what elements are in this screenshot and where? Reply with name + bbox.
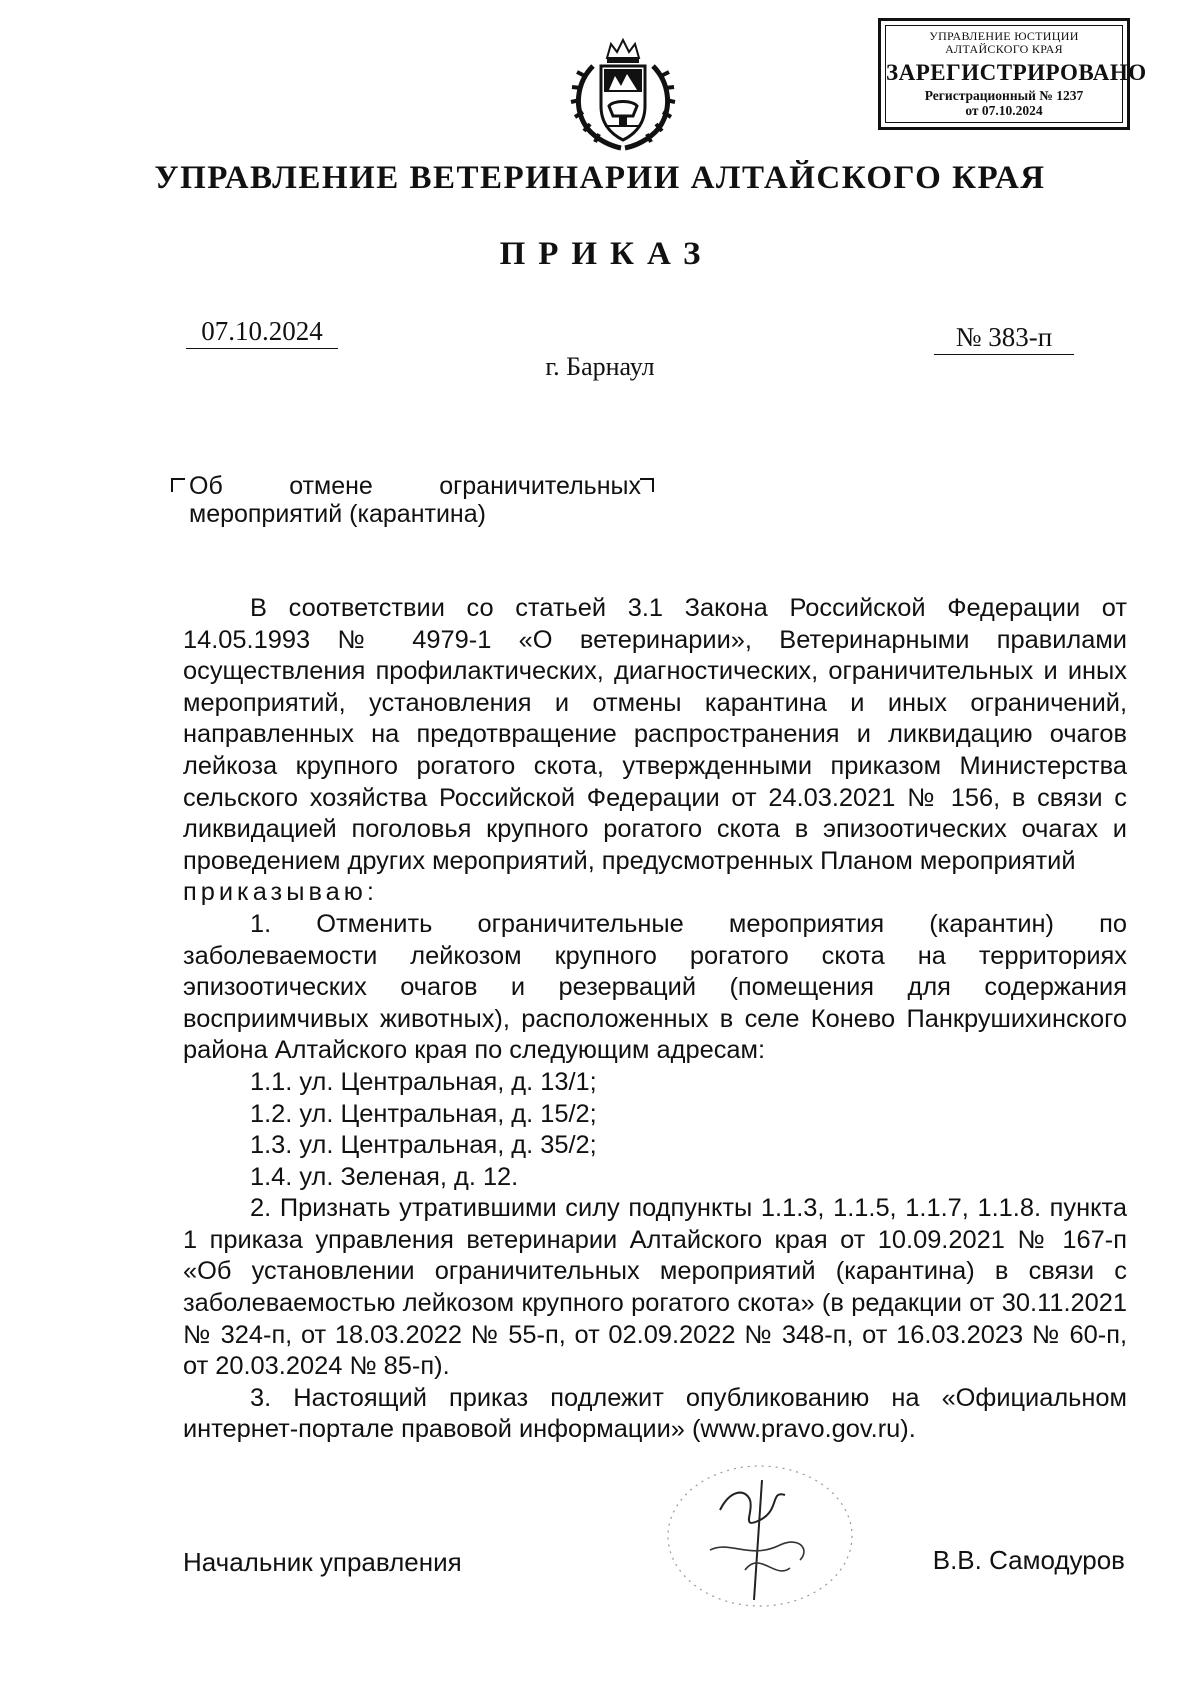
stamp-status: ЗАРЕГИСТРИРОВАНО (886, 60, 1147, 85)
subject-word: Об (189, 472, 223, 500)
address-item: 1.3. ул. Центральная, д. 35/2; (250, 1131, 597, 1160)
city: г. Барнаул (545, 352, 655, 381)
order-subject (189, 472, 641, 528)
stamp-reg-number: Регистрационный № 1237 (924, 88, 1084, 103)
subject-word: ограничительных (439, 472, 641, 500)
point-2-paragraph: 2. Признать утратившими силу подпункты 1.1.3, 1.1.5, 1.1.7, 1.1.8. пункта 1 приказа управления ветеринарии Алтайского края от 10.09.2021 № 167-п «Об установлении ограничительных мероприятий (карантина) в связи с заболеваемостью лейкозом крупного рогатого скота» (в редакции от 30.11.2021 № 324-п, от 18.03.2022 № 55-п, от 02.09.2022 № 348-п, от 16.03.2023 № 60-п, от 20.03.2024 № 85-п). (183, 1194, 1127, 1381)
point-3-paragraph: 3. Настоящий приказ подлежит опубликованию на «Официальном интернет-портале правовой информации» (www.pravo.gov.ru). (183, 1383, 1127, 1444)
handwritten-signature (650, 1450, 870, 1625)
address-item: 1.1. ул. Центральная, д. 13/1; (250, 1067, 597, 1096)
order-number: № 383-п (934, 320, 1074, 355)
signatory-position: Начальник управления (183, 1547, 462, 1577)
address-item: 1.2. ул. Центральная, д. 15/2; (250, 1099, 597, 1128)
registration-stamp (878, 18, 1147, 130)
order-body (183, 593, 1127, 1446)
document-type: ПРИКАЗ (499, 236, 714, 272)
subject-line2: мероприятий (карантина) (189, 500, 486, 528)
stamp-reg-date: от 07.10.2024 (965, 103, 1043, 118)
subject-corner-left (171, 478, 185, 492)
order-word: приказываю: (183, 878, 378, 907)
address-item: 1.4. ул. Зеленая, д. 12. (250, 1162, 519, 1191)
preamble-paragraph: В соответствии со статьей 3.1 Закона Российской Федерации от 14.05.1993 № 4979-1 «О ветеринарии», Ветеринарными правилами осуществления профилактических, диагностических, ограничительных и иных мероприятий, установления и отмены карантина и иных ограничений, направленных на предотвращение распространения и ликвидацию очагов лейкоза крупного рогатого скота, утвержденными приказом Министерства сельского хозяйства Российской Федерации от 24.03.2021 № 156, в связи с ликвидацией поголовья крупного рогатого скота в эпизоотических очагах и проведением других мероприятий, предусмотренных Планом мероприятий (183, 594, 1127, 875)
coat-of-arms-emblem (563, 36, 683, 154)
subject-word: отмене (289, 472, 373, 500)
subject-corner-right (640, 478, 654, 492)
order-date: 07.10.2024 (186, 314, 338, 349)
point-1-paragraph: 1. Отменить ограничительные мероприятия (карантин) по заболеваемости лейкозом крупного рогатого скота на территориях эпизоотических очагов и резерваций (помещения для содержания восприимчивых животных), расположенных в селе Конево Панкрушихинского района Алтайского края по следующим адресам: (183, 909, 1127, 1065)
stamp-organization: УПРАВЛЕНИЕ ЮСТИЦИИ АЛТАЙСКОГО КРАЯ (929, 29, 1079, 56)
signatory-name: В.В. Самодуров (932, 1545, 1125, 1575)
agency-title: УПРАВЛЕНИЕ ВЕТЕРИНАРИИ АЛТАЙСКОГО КРАЯ (154, 160, 1046, 196)
